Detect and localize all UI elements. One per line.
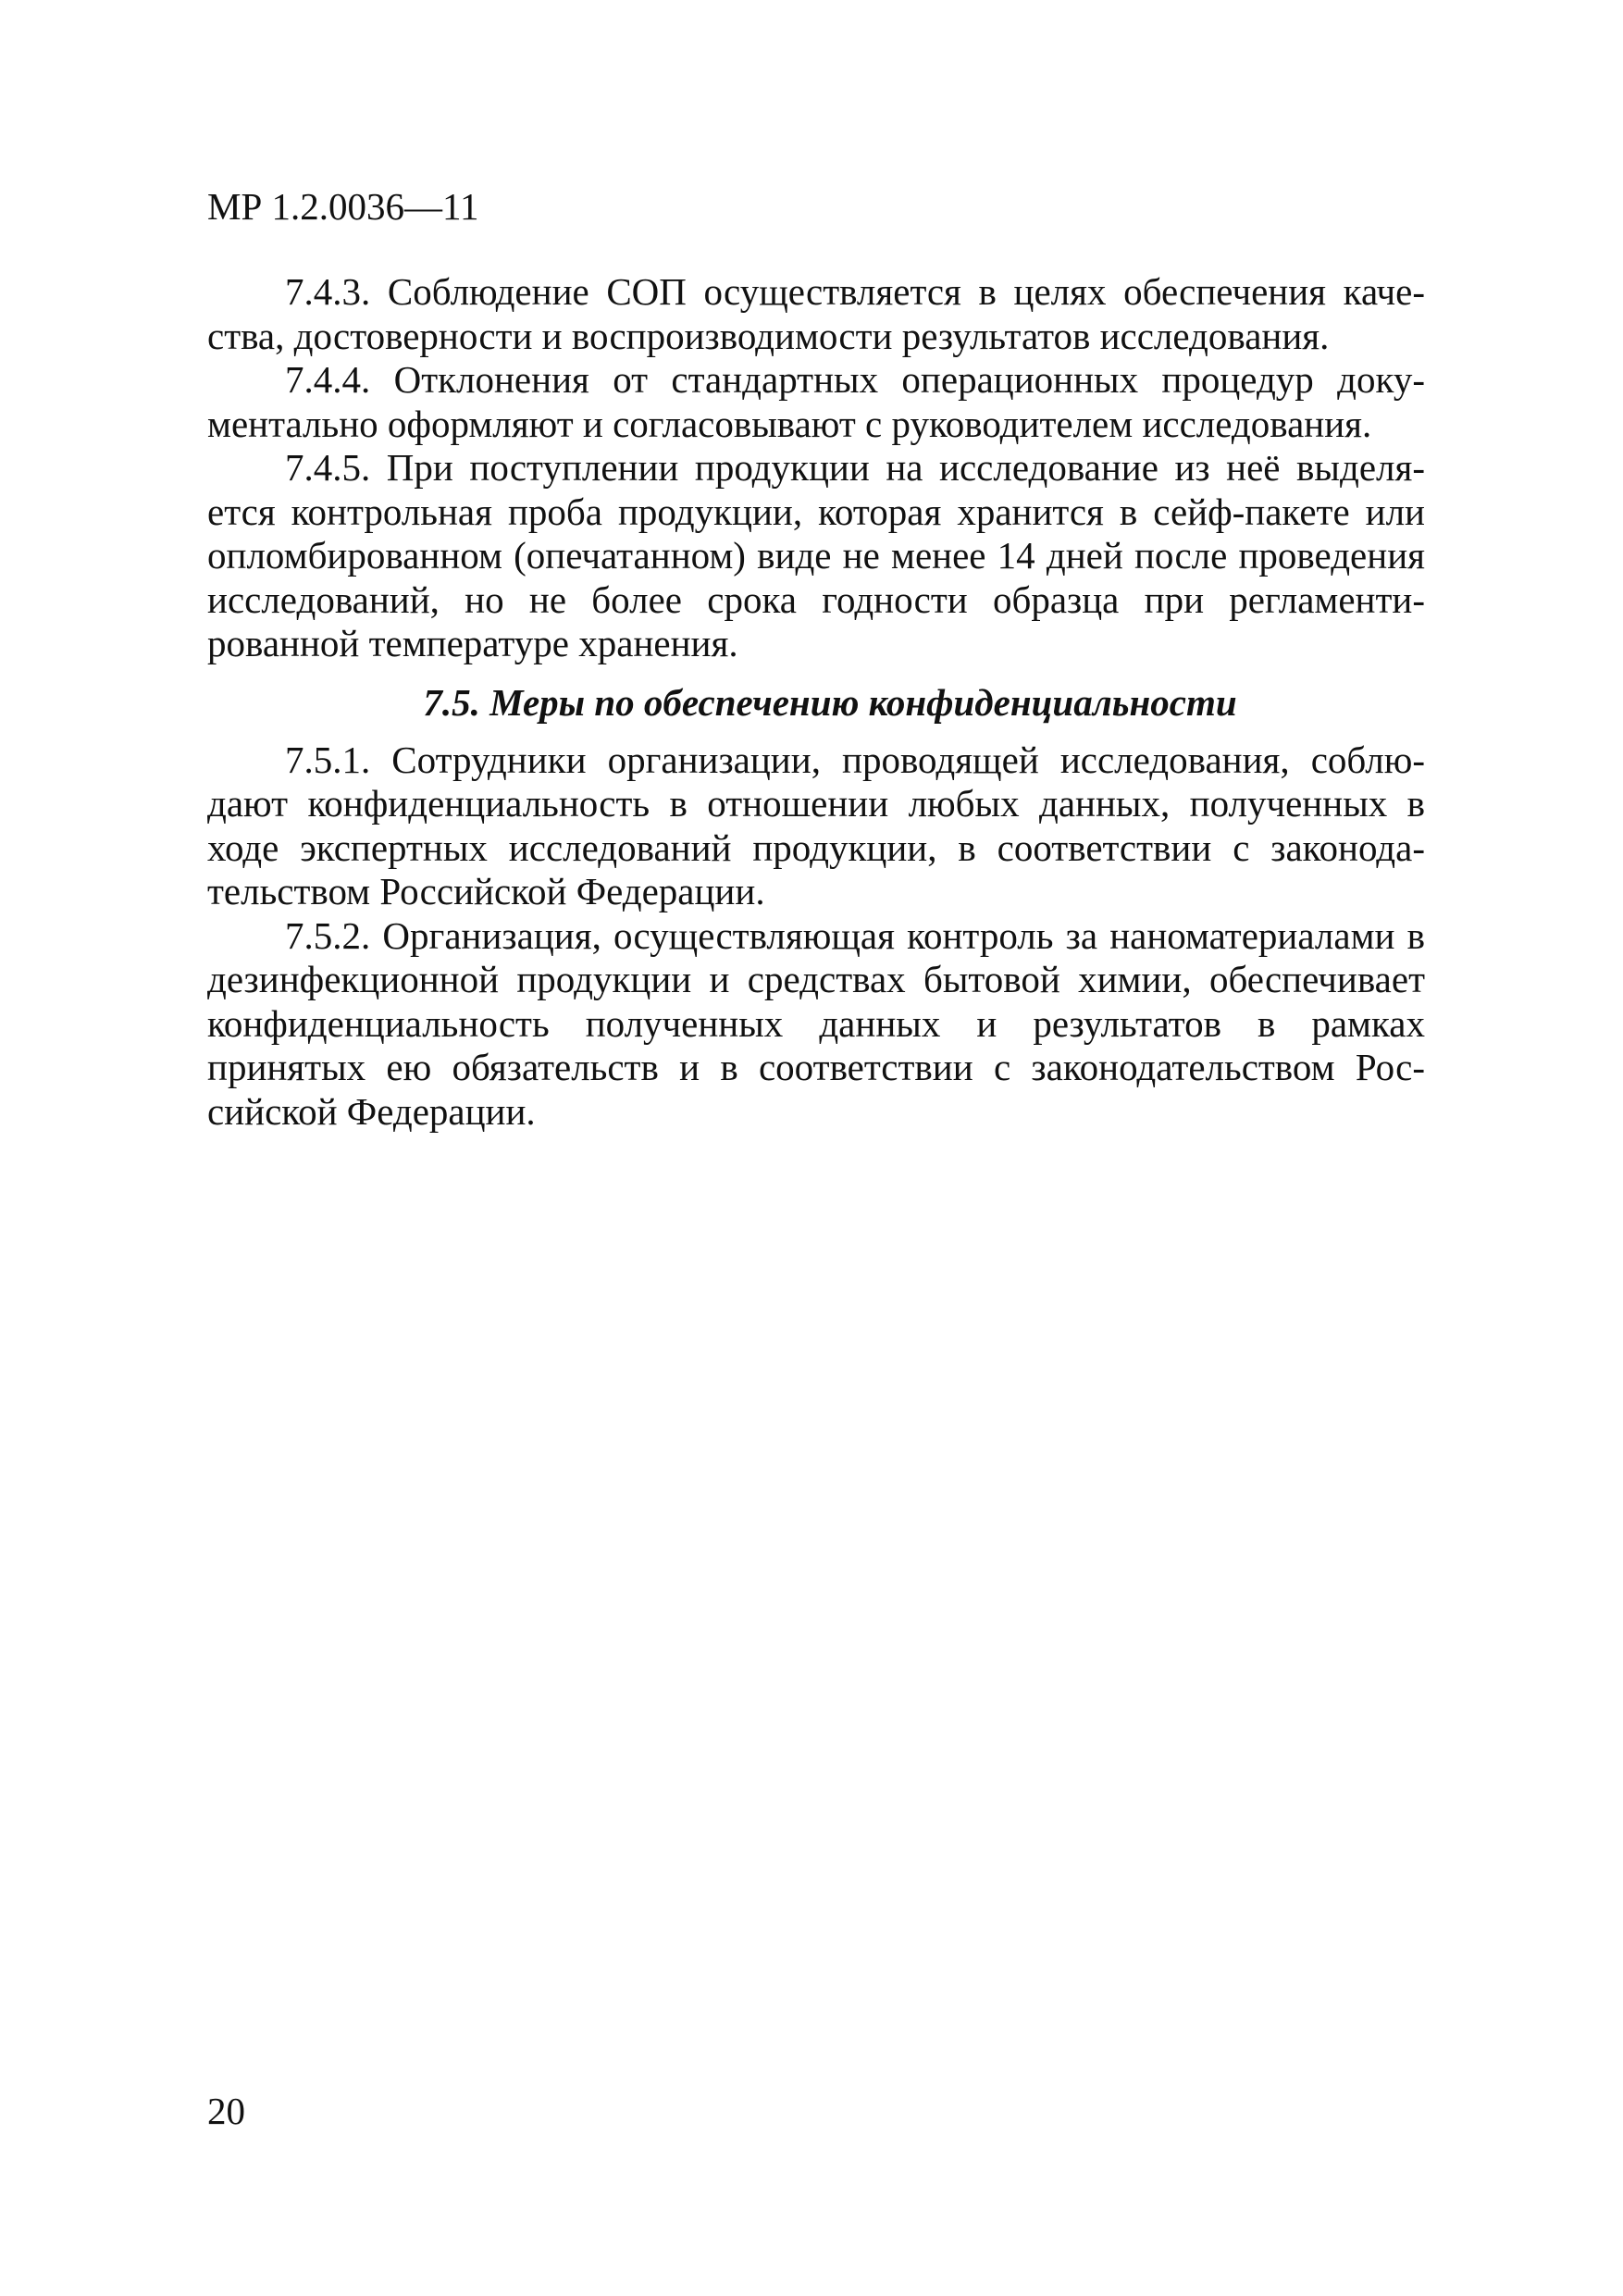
section-heading-7-5: 7.5. Меры по обеспечению конфиденциальности: [423, 680, 1237, 724]
paragraph-7-4-4: 7.4.4. Отклонения от стандартных операционных процедур документально оформляют и согласовывают с руководителем исследования.: [207, 358, 1425, 445]
paragraph-7-5-2: 7.5.2. Организация, осуществляющая контроль за наноматериалами в дезинфекционной продукции и средствах бытовой химии, обеспечивает конфиденциальность полученных данных и результатов в рамках принятых ею обязательств и в соответствии с законодательством Российской Федерации.: [207, 913, 1425, 1133]
document-code: МР 1.2.0036—11: [207, 185, 479, 228]
paragraph-7-4-3: 7.4.3. Соблюдение СОП осуществляется в целях обеспечения качества, достоверности и воспроизводимости результатов исследования.: [207, 270, 1425, 357]
page-body: [207, 270, 1425, 1134]
paragraph-7-4-5: 7.4.5. При поступлении продукции на исследование из неё выделяется контрольная проба продукции, которая хранится в сейф-пакете или опломбированном (опечатанном) виде не менее 14 дней после проведения исследований, но не более срока годности образца при регламентированной температуре хранения.: [207, 446, 1425, 664]
paragraph-7-5-1: 7.5.1. Сотрудники организации, проводящей исследования, соблюдают конфиденциальность в отношении любых данных, полученных в ходе экспертных исследований продукции, в соответствии с законодательством Российской Федерации.: [207, 738, 1425, 912]
page-number: 20: [207, 2090, 245, 2132]
